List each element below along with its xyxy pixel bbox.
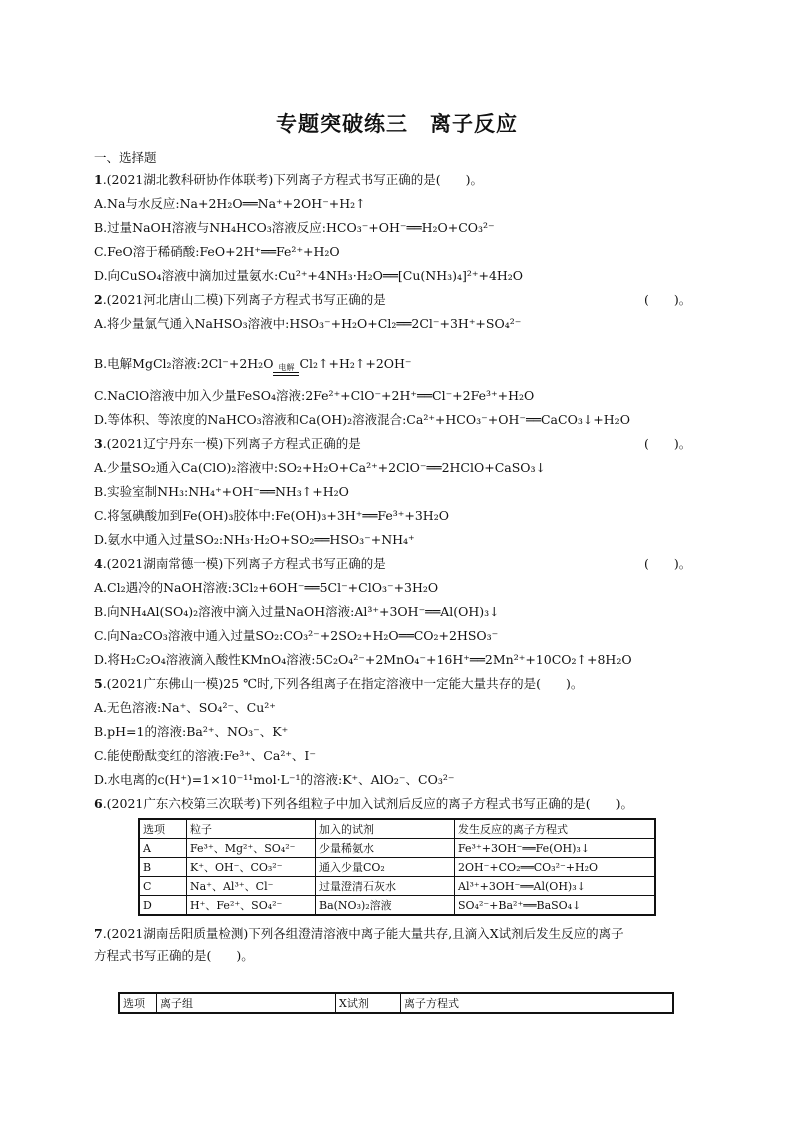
question-3-stem [94, 436, 361, 452]
q2-option-c: C.NaClO溶液中加入少量FeSO₄溶液:2Fe²⁺+ClO⁻+2H⁺══Cl⁻+2Fe³⁺+H₂O [94, 388, 535, 403]
table-cell: SO₄²⁻+Ba²⁺══BaSO₄↓ [455, 896, 656, 916]
q6-table [138, 818, 656, 916]
q5-option-c: C.能使酚酞变红的溶液:Fe³⁺、Ca²⁺、I⁻ [94, 748, 316, 763]
answer-bracket: ( )。 [644, 556, 692, 571]
table-header-cell: 离子组 [157, 993, 336, 1013]
page-title: 专题突破练三 离子反应 [276, 112, 518, 136]
q1-option-c: C.FeO溶于稀硝酸:FeO+2H⁺══Fe²⁺+H₂O [94, 244, 340, 259]
q3-option-c: C.将氢碘酸加到Fe(OH)₃胶体中:Fe(OH)₃+3H⁺══Fe³⁺+3H₂O [94, 508, 449, 523]
q2-option-a: A.将少量氯气通入NaHSO₃溶液中:HSO₃⁻+H₂O+Cl₂══2Cl⁻+3H⁺+SO₄²⁻ [94, 316, 522, 331]
question-7-stem-cont: 方程式书写正确的是( )。 [94, 948, 254, 963]
q5-option-d: D.水电离的c(H⁺)=1×10⁻¹¹mol·L⁻¹的溶液:K⁺、AlO₂⁻、CO₃²⁻ [94, 772, 455, 787]
q4-option-b: B.向NH₄Al(SO₄)₂溶液中滴入过量NaOH溶液:Al³⁺+3OH⁻══Al(OH)₃↓ [94, 604, 500, 619]
question-text: .(2021湖南岳阳质量检测)下列各组澄清溶液中离子能大量共存,且滴入X试剂后发生反应的离子 [102, 926, 624, 941]
table-row [139, 839, 655, 858]
table-header-row [119, 993, 673, 1013]
table-header-row [139, 819, 655, 839]
table-header-cell: 发生反应的离子方程式 [455, 819, 656, 839]
table-row [139, 858, 655, 877]
answer-bracket: ( )。 [644, 292, 692, 307]
table-cell: Fe³⁺、Mg²⁺、SO₄²⁻ [187, 839, 316, 858]
table-cell: Ba(NO₃)₂溶液 [316, 896, 455, 916]
q4-option-c: C.向Na₂CO₃溶液中通入过量SO₂:CO₃²⁻+2SO₂+H₂O══CO₂+2HSO₃⁻ [94, 628, 499, 643]
table-row [139, 877, 655, 896]
table-cell: Al³⁺+3OH⁻══Al(OH)₃↓ [455, 877, 656, 896]
question-6-stem [94, 796, 633, 812]
table-header-cell: 加入的试剂 [316, 819, 455, 839]
question-number: 3 [94, 436, 103, 451]
question-text: .(2021湖北教科研协作体联考)下列离子方程式书写正确的是( )。 [102, 172, 483, 187]
equals-bar [273, 372, 299, 376]
question-number: 6 [94, 796, 103, 811]
question-number: 7 [94, 926, 103, 941]
question-text: .(2021广东六校第三次联考)下列各组粒子中加入试剂后反应的离子方程式书写正确的是( )。 [102, 796, 633, 811]
table-cell: 过量澄清石灰水 [316, 877, 455, 896]
q2-option-d: D.等体积、等浓度的NaHCO₃溶液和Ca(OH)₂溶液混合:Ca²⁺+HCO₃⁻+OH⁻══CaCO₃↓+H₂O [94, 412, 630, 427]
question-number: 1 [94, 172, 103, 187]
table-header-cell: 离子方程式 [401, 993, 674, 1013]
table-cell: K⁺、OH⁻、CO₃²⁻ [187, 858, 316, 877]
question-5-stem [94, 676, 583, 692]
q3-option-b: B.实验室制NH₃:NH₄⁺+OH⁻══NH₃↑+H₂O [94, 484, 349, 499]
answer-bracket: ( )。 [644, 436, 692, 451]
q4-option-d: D.将H₂C₂O₄溶液滴入酸性KMnO₄溶液:5C₂O₄²⁻+2MnO₄⁻+16H⁺══2Mn²⁺+10CO₂↑+8H₂O [94, 652, 632, 667]
table-cell: Fe³⁺+3OH⁻══Fe(OH)₃↓ [455, 839, 656, 858]
q1-option-d: D.向CuSO₄溶液中滴加过量氨水:Cu²⁺+4NH₃·H₂O══[Cu(NH₃)₄]²⁺+4H₂O [94, 268, 524, 283]
table-row [139, 896, 655, 916]
table-cell: 少量稀氨水 [316, 839, 455, 858]
question-1-stem [94, 172, 483, 188]
question-7-stem [94, 926, 624, 942]
table-cell: H⁺、Fe²⁺、SO₄²⁻ [187, 896, 316, 916]
q7-table [118, 992, 674, 1014]
table-cell: Na⁺、Al³⁺、Cl⁻ [187, 877, 316, 896]
table-cell: C [139, 877, 187, 896]
section-heading: 一、选择题 [94, 150, 157, 165]
q5-option-a: A.无色溶液:Na⁺、SO₄²⁻、Cu²⁺ [94, 700, 276, 715]
question-text: .(2021辽宁丹东一模)下列离子方程式正确的是 [102, 436, 361, 451]
q1-option-a: A.Na与水反应:Na+2H₂O══Na⁺+2OH⁻+H₂↑ [94, 196, 366, 211]
table-cell: B [139, 858, 187, 877]
equation-right: Cl₂↑+H₂↑+2OH⁻ [299, 356, 412, 371]
question-text: .(2021河北唐山二模)下列离子方程式书写正确的是 [102, 292, 386, 307]
table-header-cell: 选项 [139, 819, 187, 839]
table-cell: 2OH⁻+CO₂══CO₃²⁻+H₂O [455, 858, 656, 877]
q3-option-d: D.氨水中通入过量SO₂:NH₃·H₂O+SO₂══HSO₃⁻+NH₄⁺ [94, 532, 415, 547]
table-cell: 通入少量CO₂ [316, 858, 455, 877]
question-text: .(2021广东佛山一模)25 ℃时,下列各组离子在指定溶液中一定能大量共存的是( )。 [102, 676, 584, 691]
question-4-stem [94, 556, 386, 572]
equation-left: B.电解MgCl₂溶液:2Cl⁻+2H₂O [94, 356, 274, 371]
q2-option-b [94, 356, 412, 376]
question-number: 5 [94, 676, 103, 691]
reaction-condition [273, 363, 299, 376]
table-header-cell: 选项 [119, 993, 157, 1013]
question-number: 4 [94, 556, 103, 571]
q5-option-b: B.pH=1的溶液:Ba²⁺、NO₃⁻、K⁺ [94, 724, 289, 739]
question-text: .(2021湖南常德一模)下列离子方程式书写正确的是 [102, 556, 386, 571]
condition-label: 电解 [278, 363, 295, 372]
table-header-cell: 粒子 [187, 819, 316, 839]
q3-option-a: A.少量SO₂通入Ca(ClO)₂溶液中:SO₂+H₂O+Ca²⁺+2ClO⁻══2HClO+CaSO₃↓ [94, 460, 547, 475]
question-number: 2 [94, 292, 103, 307]
q4-option-a: A.Cl₂遇冷的NaOH溶液:3Cl₂+6OH⁻══5Cl⁻+ClO₃⁻+3H₂O [94, 580, 439, 595]
table-cell: A [139, 839, 187, 858]
q1-option-b: B.过量NaOH溶液与NH₄HCO₃溶液反应:HCO₃⁻+OH⁻══H₂O+CO₃²⁻ [94, 220, 495, 235]
table-cell: D [139, 896, 187, 916]
question-2-stem [94, 292, 386, 308]
table-header-cell: X试剂 [336, 993, 401, 1013]
